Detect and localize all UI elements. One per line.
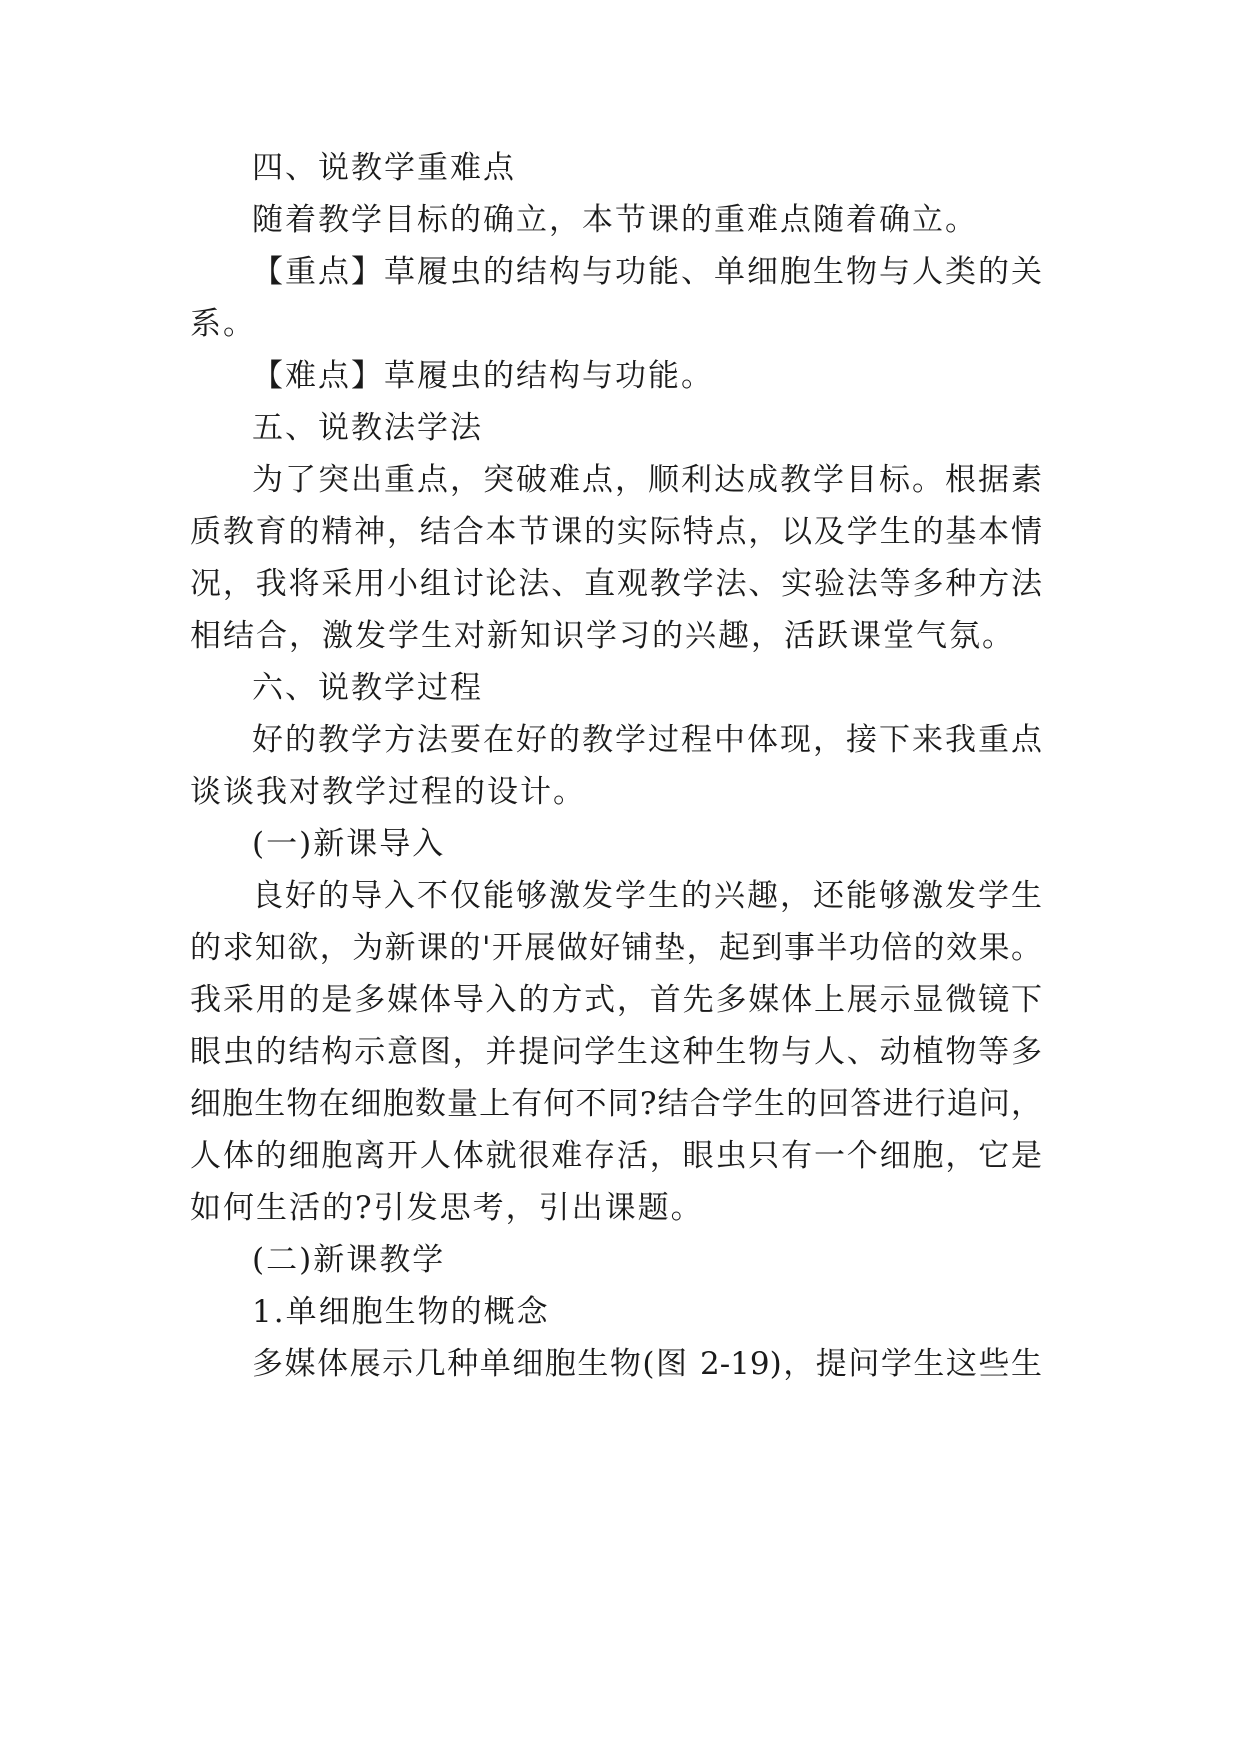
paragraph-line: 为了突出重点，突破难点，顺利达成教学目标。根据素 [252,462,1042,498]
paragraph-line: 况，我将采用小组讨论法、直观教学法、实验法等多种方法 [190,566,1042,602]
subheading-new-lesson-intro: (一)新课导入 [252,826,446,862]
paragraph-line: 质教育的精神，结合本节课的实际特点，以及学生的基本情 [190,514,1042,550]
heading-key-difficult-points: 四、说教学重难点 [252,150,516,186]
paragraph-line: 我采用的是多媒体导入的方式，首先多媒体上展示显微镜下 [190,982,1042,1018]
paragraph-line: 细胞生物在细胞数量上有何不同?结合学生的回答进行追问， [190,1086,1042,1122]
subheading-unicellular-concept: 1.单细胞生物的概念 [252,1294,550,1330]
paragraph-line: 如何生活的?引发思考，引出课题。 [190,1190,704,1226]
paragraph-line: 眼虫的结构示意图，并提问学生这种生物与人、动植物等多 [190,1034,1042,1070]
paragraph-line: 随着教学目标的确立，本节课的重难点随着确立。 [252,202,978,238]
paragraph-line: 谈谈我对教学过程的设计。 [190,774,586,810]
paragraph-line: 的求知欲，为新课的'开展做好铺垫，起到事半功倍的效果。 [190,930,1042,966]
paragraph-line: 良好的导入不仅能够激发学生的兴趣，还能够激发学生 [252,878,1042,914]
heading-teaching-methods: 五、说教法学法 [252,410,483,446]
subheading-new-lesson-teaching: (二)新课教学 [252,1242,446,1278]
paragraph-line: 【难点】草履虫的结构与功能。 [252,358,714,394]
paragraph-line: 多媒体展示几种单细胞生物(图 2-19)，提问学生这些生 [252,1346,1042,1382]
paragraph-line: 人体的细胞离开人体就很难存活，眼虫只有一个细胞，它是 [190,1138,1042,1174]
heading-teaching-process: 六、说教学过程 [252,670,483,706]
paragraph-line: 相结合，激发学生对新知识学习的兴趣，活跃课堂气氛。 [190,618,1015,654]
paragraph-line: 系。 [190,306,256,342]
paragraph-line: 【重点】草履虫的结构与功能、单细胞生物与人类的关 [252,254,1042,290]
paragraph-line: 好的教学方法要在好的教学过程中体现，接下来我重点 [252,722,1042,758]
